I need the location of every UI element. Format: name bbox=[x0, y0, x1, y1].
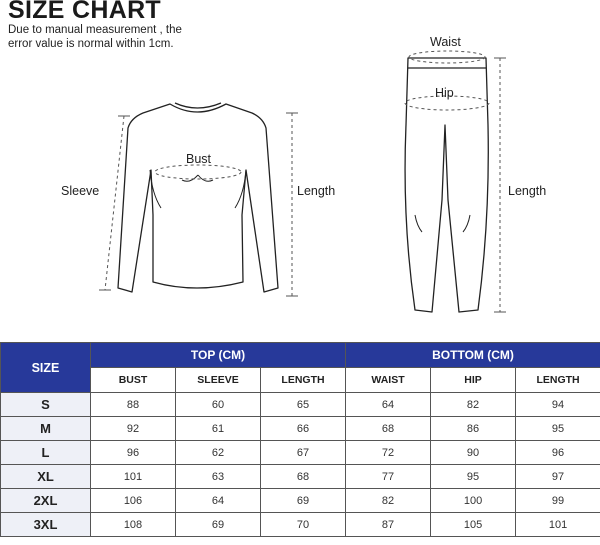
table-cell: 70 bbox=[261, 513, 346, 537]
table-cell: 87 bbox=[346, 513, 431, 537]
bottom-length-measure-line bbox=[494, 58, 506, 312]
bottom-cm-header: BOTTOM (CM) bbox=[346, 343, 600, 368]
table-cell: 99 bbox=[516, 489, 600, 513]
column-header-top-length: LENGTH bbox=[261, 368, 346, 393]
table-cell: 96 bbox=[91, 441, 176, 465]
table-cell: 65 bbox=[261, 393, 346, 417]
table-cell: 67 bbox=[261, 441, 346, 465]
table-cell: 95 bbox=[516, 417, 600, 441]
table-cell: 101 bbox=[516, 513, 600, 537]
table-cell: 72 bbox=[346, 441, 431, 465]
table-cell: 77 bbox=[346, 465, 431, 489]
size-label: L bbox=[1, 441, 91, 465]
table-cell: 106 bbox=[91, 489, 176, 513]
table-cell: 100 bbox=[431, 489, 516, 513]
size-label: S bbox=[1, 393, 91, 417]
table-cell: 66 bbox=[261, 417, 346, 441]
table-cell: 96 bbox=[516, 441, 600, 465]
sleeve-label: Sleeve bbox=[61, 184, 100, 198]
column-header-hip: HIP bbox=[431, 368, 516, 393]
table-cell: 61 bbox=[176, 417, 261, 441]
table-cell: 64 bbox=[176, 489, 261, 513]
table-row bbox=[1, 465, 600, 489]
table-cell: 86 bbox=[431, 417, 516, 441]
column-header-bottom-length: LENGTH bbox=[516, 368, 600, 393]
hip-label: Hip bbox=[435, 86, 454, 100]
size-label: 2XL bbox=[1, 489, 91, 513]
table-cell: 95 bbox=[431, 465, 516, 489]
table-row bbox=[1, 489, 600, 513]
size-table bbox=[0, 342, 600, 537]
table-cell: 69 bbox=[261, 489, 346, 513]
table-row bbox=[1, 393, 600, 417]
table-row bbox=[1, 441, 600, 465]
table-cell: 108 bbox=[91, 513, 176, 537]
table-cell: 69 bbox=[176, 513, 261, 537]
table-cell: 68 bbox=[261, 465, 346, 489]
table-row bbox=[1, 513, 600, 537]
waist-label: Waist bbox=[430, 35, 461, 49]
table-cell: 88 bbox=[91, 393, 176, 417]
table-cell: 68 bbox=[346, 417, 431, 441]
table-row bbox=[1, 417, 600, 441]
size-header: SIZE bbox=[1, 343, 91, 393]
top-length-label: Length bbox=[297, 184, 336, 198]
table-cell: 60 bbox=[176, 393, 261, 417]
table-cell: 101 bbox=[91, 465, 176, 489]
table-cell: 92 bbox=[91, 417, 176, 441]
column-header-waist: WAIST bbox=[346, 368, 431, 393]
table-cell: 62 bbox=[176, 441, 261, 465]
table-cell: 64 bbox=[346, 393, 431, 417]
table-cell: 63 bbox=[176, 465, 261, 489]
bust-label: Bust bbox=[186, 152, 212, 166]
table-cell: 97 bbox=[516, 465, 600, 489]
table-cell: 90 bbox=[431, 441, 516, 465]
note-line: error value is normal within 1cm. bbox=[8, 38, 174, 50]
table-cell: 94 bbox=[516, 393, 600, 417]
column-header-bust: BUST bbox=[91, 368, 176, 393]
page-title: SIZE CHART bbox=[8, 0, 161, 24]
note-line: Due to manual measurement , the bbox=[8, 24, 182, 36]
size-label: M bbox=[1, 417, 91, 441]
size-label: XL bbox=[1, 465, 91, 489]
bottom-length-label: Length bbox=[508, 184, 547, 198]
table-cell: 105 bbox=[431, 513, 516, 537]
top-length-measure-line bbox=[286, 113, 298, 296]
top-shirt-illustration bbox=[118, 103, 278, 292]
top-cm-header: TOP (CM) bbox=[91, 343, 346, 368]
table-cell: 82 bbox=[431, 393, 516, 417]
table-cell: 82 bbox=[346, 489, 431, 513]
size-label: 3XL bbox=[1, 513, 91, 537]
column-header-sleeve: SLEEVE bbox=[176, 368, 261, 393]
